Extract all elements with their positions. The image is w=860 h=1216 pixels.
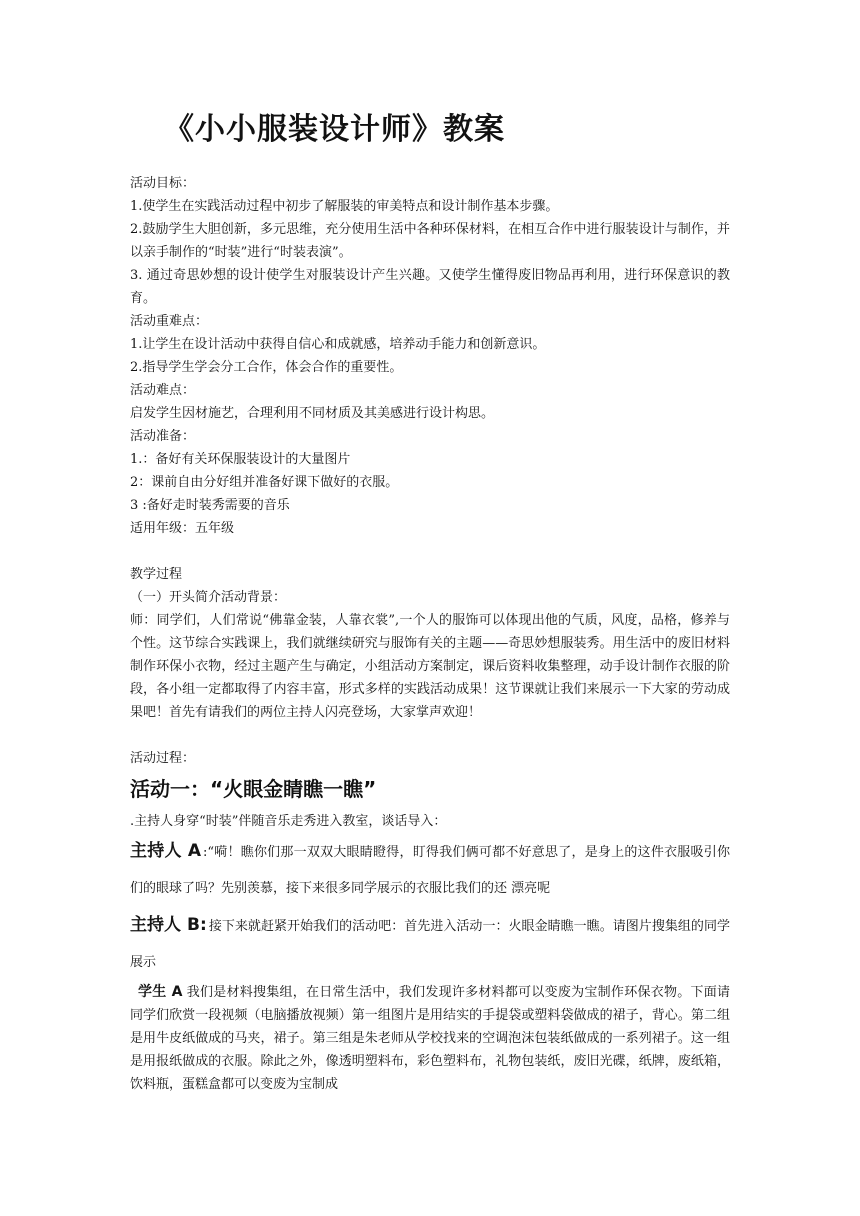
host-a-label: 主持人 A bbox=[130, 841, 201, 861]
key-point-item-2: 2.指导学生学会分工合作，体会合作的重要性。 bbox=[130, 360, 403, 375]
page-title: 《小小服装设计师》教案 bbox=[164, 112, 505, 147]
activity-one-intro: .主持人身穿“时装”伴随音乐走秀进入教室，谈话导入： bbox=[130, 814, 447, 829]
difficulty-heading: 活动难点： bbox=[130, 383, 196, 398]
grade-line: 适用年级：五年级 bbox=[130, 521, 235, 536]
host-b-label: 主持人 B: bbox=[130, 915, 207, 935]
host-b-paragraph bbox=[130, 907, 730, 981]
host-a-text: :“嗬！瞧你们那一双双大眼睛瞪得，盯得我们俩可都不好意思了，是身上的这件衣服吸引你们的眼球了吗？先别羡慕，接下来很多同学展示的衣服比我们的还 漂亮呢 bbox=[130, 845, 730, 896]
student-a-paragraph bbox=[130, 981, 730, 1096]
key-points-heading: 活动重难点： bbox=[130, 314, 209, 329]
key-point-item-1: 1.让学生在设计活动中获得自信心和成就感，培养动手能力和创新意识。 bbox=[130, 337, 546, 352]
activity-process-heading: 活动过程： bbox=[130, 751, 196, 766]
objective-item-1: 1.使学生在实践活动过程中初步了解服装的审美特点和设计制作基本步骤。 bbox=[130, 199, 559, 214]
objectives-heading: 活动目标： bbox=[130, 176, 196, 191]
preparation-item-2: 2：课前自由分好组并准备好课下做好的衣服。 bbox=[130, 475, 399, 490]
host-a-paragraph bbox=[130, 833, 730, 907]
process-heading: 教学过程 bbox=[130, 567, 183, 582]
preparation-item-1: 1.：备好有关环保服装设计的大量图片 bbox=[130, 452, 351, 467]
process-section-one: （一）开头简介活动背景： bbox=[130, 590, 287, 605]
host-b-text: 接下来就赶紧开始我们的活动吧：首先进入活动一：火眼金睛瞧一瞧。请图片搜集组的同学展示 bbox=[130, 919, 730, 970]
document-body bbox=[130, 172, 730, 1096]
activity-one-heading: 活动一：“火眼金睛瞧一瞧” bbox=[130, 777, 377, 801]
teacher-speech: 师：同学们，人们常说“佛靠金装，人靠衣裳”,一个人的服饰可以体现出他的气质，风度，品格，修养与个性。这节综合实践课上，我们就继续研究与服饰有关的主题——奇思妙想服装秀。用生活中的废旧材料制作环保小衣物，经过主题产生与确定，小组活动方案制定，课后资料收集整理，动手设计制作衣服的阶段，各小组一定都取得了内容丰富，形式多样的实践活动成果！这节课就让我们来展示一下大家的劳动成果吧！首先有请我们的两位主持人闪亮登场，大家掌声欢迎！ bbox=[130, 613, 730, 720]
objective-item-3: 3. 通过奇思妙想的设计使学生对服装设计产生兴趣。又使学生懂得废旧物品再利用，进行环保意识的教育。 bbox=[130, 268, 730, 306]
student-a-label: 学生 A bbox=[138, 984, 183, 1000]
spacer bbox=[130, 540, 730, 563]
preparation-heading: 活动准备： bbox=[130, 429, 196, 444]
objective-item-2: 2.鼓励学生大胆创新，多元思维，充分使用生活中各种环保材料，在相互合作中进行服装设计与制作，并以亲手制作的“时装”进行“时装表演”。 bbox=[130, 222, 730, 260]
difficulty-text: 启发学生因材施艺，合理利用不同材质及其美感进行设计构思。 bbox=[130, 406, 495, 421]
spacer bbox=[130, 724, 730, 747]
student-a-text: 我们是材料搜集组，在日常生活中，我们发现许多材料都可以变废为宝制作环保衣物。下面请同学们欣赏一段视频（电脑播放视频）第一组图片是用结实的手提袋或塑料袋做成的裙子，背心。第二组是用牛皮纸做成的马夹，裙子。第三组是朱老师从学校找来的空调泡沫包装纸做成的一系列裙子。这一组是用报纸做成的衣服。除此之外，像透明塑料布，彩色塑料布，礼物包装纸，废旧光碟，纸牌，废纸箱，饮料瓶，蛋糕盒都可以变废为宝制成 bbox=[130, 985, 730, 1092]
preparation-item-3: 3 :备好走时装秀需要的音乐 bbox=[130, 498, 290, 513]
